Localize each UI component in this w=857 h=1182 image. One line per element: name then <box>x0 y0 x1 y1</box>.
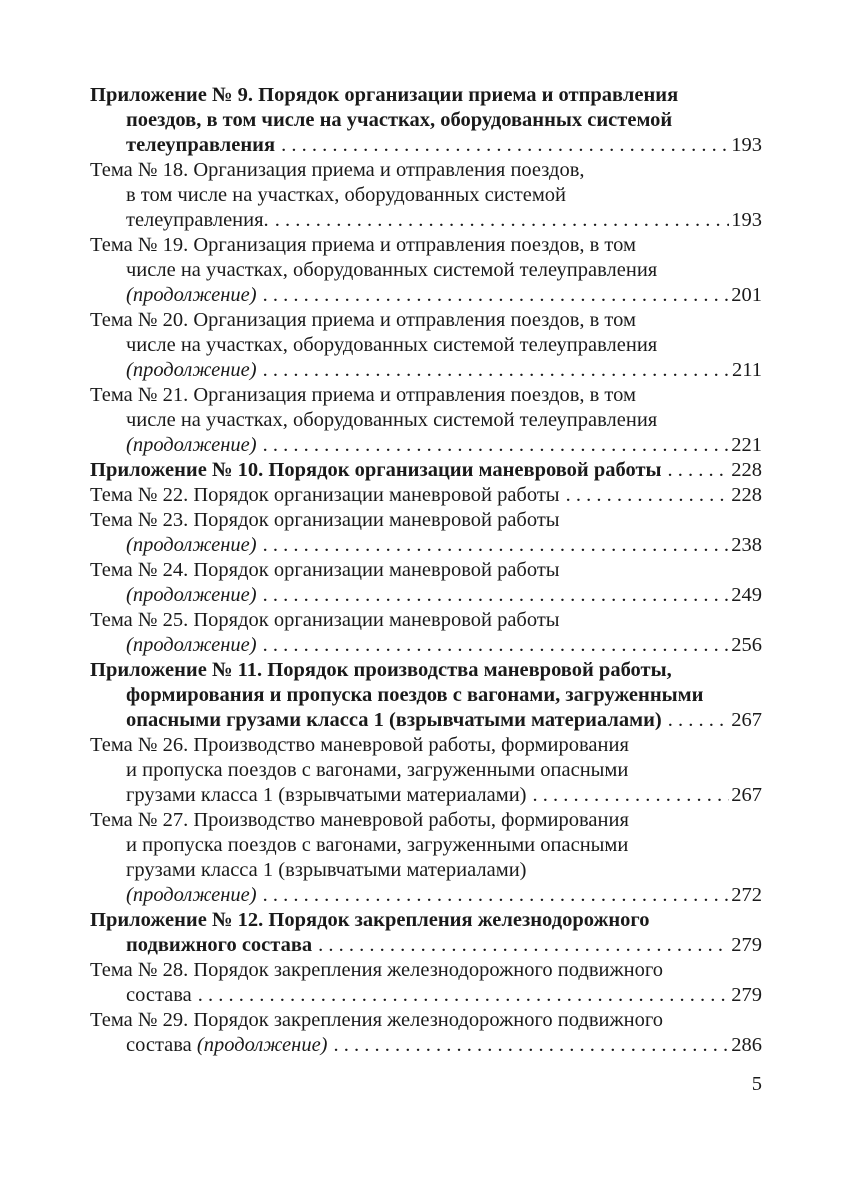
dot-leader <box>334 1033 730 1058</box>
toc-entry-title: телеуправления <box>126 134 276 156</box>
toc-entry-title: Приложение № 10. Порядок организации маневровой работы <box>90 459 662 481</box>
dot-leader <box>263 433 730 458</box>
toc-entry-last-line <box>90 358 762 383</box>
dot-leader <box>668 458 730 483</box>
toc-entry-continuation: (продолжение) <box>126 284 257 306</box>
toc-page-number: 249 <box>731 584 762 606</box>
toc-entry[interactable] <box>90 958 762 1008</box>
toc-entry-last-line <box>90 208 762 233</box>
toc-entry-line: Тема № 23. Порядок организации маневровой работы <box>90 509 560 531</box>
toc-page-number: 221 <box>731 434 762 456</box>
toc-page-number: 267 <box>731 784 762 806</box>
toc-page-number: 201 <box>731 284 762 306</box>
toc-entry-continuation: (продолжение) <box>126 359 257 381</box>
toc-entry-last-line <box>90 983 762 1008</box>
toc-entry-line: Тема № 28. Порядок закрепления железнодорожного подвижного <box>90 959 663 981</box>
toc-entry-text <box>90 458 662 483</box>
toc-entry[interactable] <box>90 483 762 508</box>
toc-entry-continuation: (продолжение) <box>196 1034 328 1056</box>
toc-entry-text <box>90 483 560 508</box>
toc-entry-line: Тема № 29. Порядок закрепления железнодорожного подвижного <box>90 1009 663 1031</box>
toc-entry-line: в том числе на участках, оборудованных системой <box>126 184 567 206</box>
toc-entry-last-line <box>90 283 762 308</box>
toc-entry-last-line <box>90 433 762 458</box>
toc-entry[interactable] <box>90 908 762 958</box>
toc-entry-last-line <box>90 783 762 808</box>
page-number: 5 <box>751 1073 762 1095</box>
toc-entry[interactable] <box>90 458 762 483</box>
dot-leader <box>318 933 729 958</box>
toc-entry-title: подвижного состава <box>126 934 313 956</box>
toc-entry-continuation: (продолжение) <box>126 584 257 606</box>
toc-entry-line: числе на участках, оборудованных системой телеуправления <box>126 259 658 281</box>
toc-entry[interactable] <box>90 83 762 158</box>
toc-entry[interactable] <box>90 158 762 233</box>
toc-entry-text <box>126 133 275 158</box>
toc-entry-line: поездов, в том числе на участках, оборудованных системой <box>126 109 673 131</box>
toc-page-number: 279 <box>731 984 762 1006</box>
toc-entry-line: Тема № 27. Производство маневровой работы, формирования <box>90 809 629 831</box>
toc-entry-line: Тема № 21. Организация приема и отправления поездов, в том <box>90 384 636 406</box>
toc-page-number: 279 <box>731 934 762 956</box>
toc-entry-continuation: (продолжение) <box>126 434 257 456</box>
toc-entry-title: Тема № 22. Порядок организации маневровой работы <box>90 484 560 506</box>
toc-entry-line: и пропуска поездов с вагонами, загруженными опасными <box>126 759 629 781</box>
toc-page-number: 272 <box>731 884 762 906</box>
toc-entry-text <box>126 883 257 908</box>
dot-leader <box>263 533 730 558</box>
toc-page-number: 211 <box>732 359 762 381</box>
dot-leader <box>263 358 730 383</box>
toc-entry-text <box>126 933 312 958</box>
dot-leader <box>275 208 730 233</box>
toc-entry-title: телеуправления. <box>126 209 269 231</box>
toc-entry-text <box>126 533 257 558</box>
toc-page-number: 228 <box>731 459 762 481</box>
toc-entry[interactable] <box>90 383 762 458</box>
toc-page-number: 193 <box>731 134 762 156</box>
toc-entry-last-line <box>90 483 762 508</box>
toc-entry-last-line <box>90 1033 762 1058</box>
toc-entry[interactable] <box>90 808 762 908</box>
toc-entry-text <box>126 983 192 1008</box>
toc-entry-text <box>126 783 527 808</box>
toc-entry-line: грузами класса 1 (взрывчатыми материалами) <box>126 859 527 881</box>
toc-entry[interactable] <box>90 658 762 733</box>
toc-page-number: 256 <box>731 634 762 656</box>
toc-entry-text <box>126 1033 328 1058</box>
toc-page-number: 228 <box>731 484 762 506</box>
dot-leader <box>198 983 729 1008</box>
toc-entry-title: состава <box>126 1034 197 1056</box>
toc-entry[interactable] <box>90 1008 762 1058</box>
toc-entry-continuation: (продолжение) <box>126 534 257 556</box>
toc-entry-line: числе на участках, оборудованных системой телеуправления <box>126 334 658 356</box>
dot-leader <box>281 133 729 158</box>
toc-entry[interactable] <box>90 558 762 608</box>
dot-leader <box>566 483 730 508</box>
toc-entry-text <box>126 633 257 658</box>
toc-entry-text <box>126 358 257 383</box>
toc-entry-continuation: (продолжение) <box>126 884 257 906</box>
toc-entry[interactable] <box>90 608 762 658</box>
toc-entry-title: состава <box>126 984 192 1006</box>
toc-entry-title: опасными грузами класса 1 (взрывчатыми материалами) <box>126 709 662 731</box>
toc-entry-line: Тема № 19. Организация приема и отправления поездов, в том <box>90 234 636 256</box>
dot-leader <box>263 633 730 658</box>
toc-entry[interactable] <box>90 308 762 383</box>
toc-entry-last-line <box>90 708 762 733</box>
toc-entry-line: формирования и пропуска поездов с вагонами, загруженными <box>126 684 704 706</box>
toc-entry-line: Тема № 24. Порядок организации маневровой работы <box>90 559 560 581</box>
toc-entry[interactable] <box>90 733 762 808</box>
toc-entry-line: числе на участках, оборудованных системой телеуправления <box>126 409 658 431</box>
toc-entry-line: Тема № 20. Организация приема и отправления поездов, в том <box>90 309 636 331</box>
dot-leader <box>668 708 729 733</box>
toc-entry-last-line <box>90 883 762 908</box>
toc-entry-last-line <box>90 633 762 658</box>
toc-entry-last-line <box>90 533 762 558</box>
toc-page-number: 238 <box>731 534 762 556</box>
table-of-contents <box>90 83 762 1058</box>
toc-entry-line: и пропуска поездов с вагонами, загруженными опасными <box>126 834 629 856</box>
toc-entry-text <box>126 708 662 733</box>
toc-entry-text <box>126 583 257 608</box>
dot-leader <box>263 583 730 608</box>
toc-entry-title: грузами класса 1 (взрывчатыми материалами) <box>126 784 527 806</box>
toc-entry-line: Приложение № 12. Порядок закрепления железнодорожного <box>90 909 650 931</box>
dot-leader <box>263 883 730 908</box>
toc-entry-line: Тема № 25. Порядок организации маневровой работы <box>90 609 560 631</box>
toc-entry[interactable] <box>90 508 762 558</box>
dot-leader <box>533 783 730 808</box>
toc-entry-text <box>126 208 269 233</box>
toc-entry-last-line <box>90 458 762 483</box>
toc-entry-line: Тема № 26. Производство маневровой работы, формирования <box>90 734 629 756</box>
toc-entry-line: Приложение № 11. Порядок производства маневровой работы, <box>90 659 672 681</box>
toc-entry-line: Тема № 18. Организация приема и отправления поездов, <box>90 159 585 181</box>
toc-page-number: 286 <box>731 1034 762 1056</box>
toc-entry[interactable] <box>90 233 762 308</box>
toc-entry-last-line <box>90 933 762 958</box>
toc-page-number: 193 <box>731 209 762 231</box>
toc-page-number: 267 <box>731 709 762 731</box>
toc-entry-last-line <box>90 583 762 608</box>
toc-entry-continuation: (продолжение) <box>126 634 257 656</box>
toc-entry-text <box>126 433 257 458</box>
toc-entry-line: Приложение № 9. Порядок организации приема и отправления <box>90 84 679 106</box>
toc-entry-last-line <box>90 133 762 158</box>
dot-leader <box>263 283 730 308</box>
toc-entry-text <box>126 283 257 308</box>
